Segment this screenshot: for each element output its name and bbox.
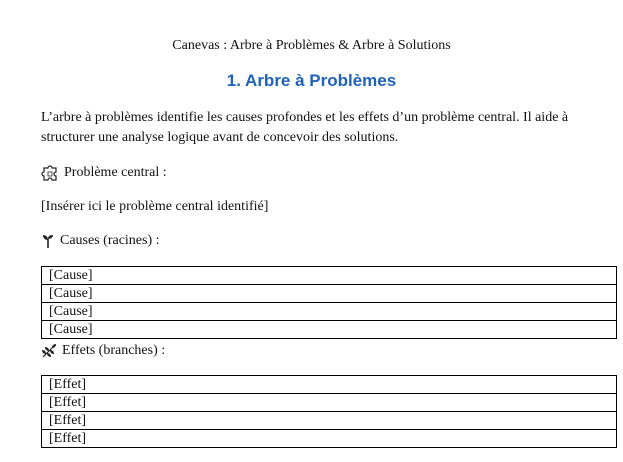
leaves-icon: [41, 343, 57, 359]
table-row: [42, 285, 617, 303]
cause-cell[interactable]: [Cause]: [42, 285, 617, 303]
table-row: [42, 376, 617, 394]
effect-cell[interactable]: [Effet]: [42, 412, 617, 430]
central-problem-label: Problème central :: [64, 165, 167, 180]
cause-cell[interactable]: [Cause]: [42, 267, 617, 285]
causes-label-row: [41, 232, 160, 250]
causes-label: Causes (racines) :: [60, 233, 160, 248]
effects-table: [41, 375, 617, 448]
effect-cell[interactable]: [Effet]: [42, 376, 617, 394]
intro-paragraph: L’arbre à problèmes identifie les causes profondes et les effets d’un problème central. Il aide à structurer une analyse logique avant de concevoir des solutions.: [41, 110, 569, 145]
table-row: [42, 303, 617, 321]
effect-cell[interactable]: [Effet]: [42, 430, 617, 448]
table-row: [42, 430, 617, 448]
effects-label: Effets (branches) :: [62, 343, 166, 358]
table-row: [42, 321, 617, 339]
table-row: [42, 267, 617, 285]
central-problem-label-row: [41, 164, 167, 182]
puzzle-icon: [41, 165, 59, 181]
effects-label-row: [41, 342, 165, 360]
causes-table: [41, 266, 617, 339]
section-heading: 1. Arbre à Problèmes: [226, 71, 397, 90]
document-title: Canevas : Arbre à Problèmes & Arbre à Solutions: [172, 38, 451, 53]
table-row: [42, 412, 617, 430]
seedling-icon: [41, 233, 55, 249]
cause-cell[interactable]: [Cause]: [42, 321, 617, 339]
effect-cell[interactable]: [Effet]: [42, 394, 617, 412]
cause-cell[interactable]: [Cause]: [42, 303, 617, 321]
central-problem-placeholder: [Insérer ici le problème central identifié]: [41, 199, 269, 214]
table-row: [42, 394, 617, 412]
